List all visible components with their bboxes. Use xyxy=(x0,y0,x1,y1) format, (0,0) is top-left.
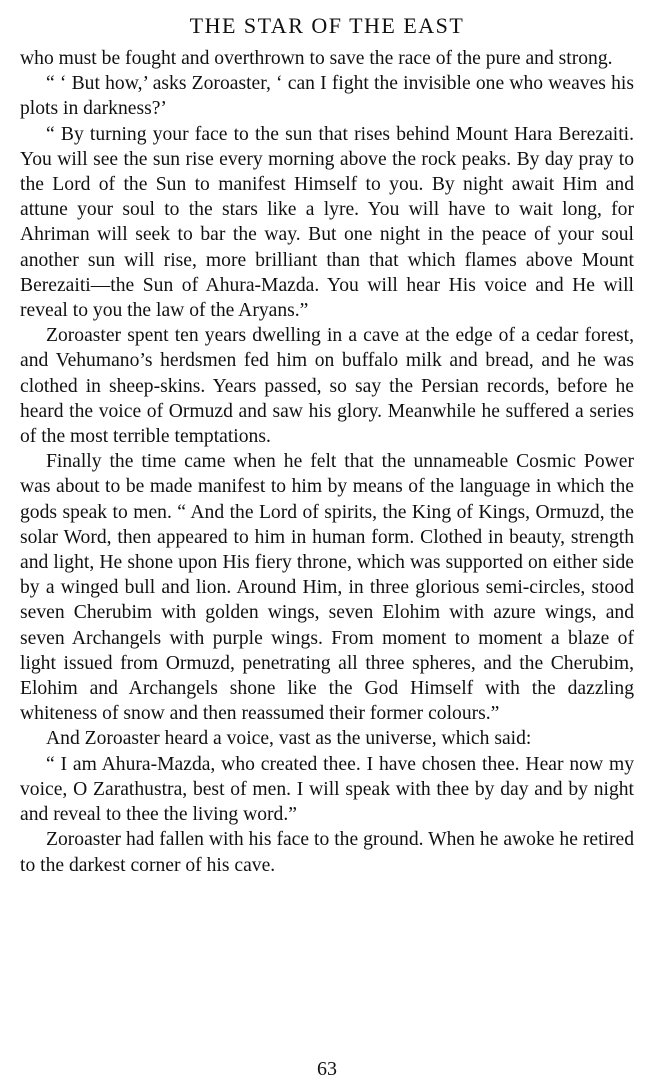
page-number: 63 xyxy=(317,1058,337,1080)
paragraph-continued: who must be fought and overthrown to save the race of the pure and strong. xyxy=(20,48,613,69)
paragraph: Finally the time came when he felt that the unnameable Cosmic Power was about to be made manifest to him by means of the language in which the gods speak to men. “ And the Lord of spirits, the King of Kings, Ormuzd, the solar Word, then appeared to him in human form. Clothed in beauty, strength and light, He shone upon His fiery throne, which was supported on either side by a winged bull and lion. Around Him, in three glorious semi-circles, stood seven Cherubim with golden wings, seven Elohim with azure wings, and seven Archangels with purple wings. From moment to moment a blaze of light issued from Ormuzd, penetrating all three spheres, and the Cherubim, Elohim and Archangels shone like the God Himself with the dazzling whiteness of snow and then reassumed their former colours.” xyxy=(20,451,634,725)
paragraph: “ ‘ But how,’ asks Zoroaster, ‘ can I fight the invisible one who weaves his plots in darkness?’ xyxy=(20,73,634,120)
paragraph: “ By turning your face to the sun that rises behind Mount Hara Berezaiti. You will see the sun rise every morning above the rock peaks. By day pray to the Lord of the Sun to manifest Himself to you. By night await Him and attune your soul to the stars like a lyre. You will have to wait long, for Ahriman will seek to bar the way. But one night in the peace of your soul another sun will rise, more brilliant than that which flames above Mount Berezaiti—the Sun of Ahura-Mazda. You will hear His voice and He will reveal to you the law of the Aryans.” xyxy=(20,123,634,322)
paragraph: Zoroaster had fallen with his face to the ground. When he awoke he retired to the darkest corner of his cave. xyxy=(20,829,634,876)
paragraph: And Zoroaster heard a voice, vast as the universe, which said: xyxy=(46,728,532,750)
paragraph: “ I am Ahura-Mazda, who created thee. I have chosen thee. Hear now my voice, O Zarathustra, best of men. I will speak with thee by day and by night and reveal to thee the living word.” xyxy=(20,753,634,826)
book-page xyxy=(20,8,634,1080)
paragraph: Zoroaster spent ten years dwelling in a cave at the edge of a cedar forest, and Vehumano’s herdsmen fed him on buffalo milk and bread, and he was clothed in sheep-skins. Years passed, so say the Persian records, before he heard the voice of Ormuzd and saw his glory. Meanwhile he suffered a series of the most terrible temptations. xyxy=(20,325,634,448)
running-head: THE STAR OF THE EAST xyxy=(189,13,465,38)
body-text xyxy=(20,46,634,878)
